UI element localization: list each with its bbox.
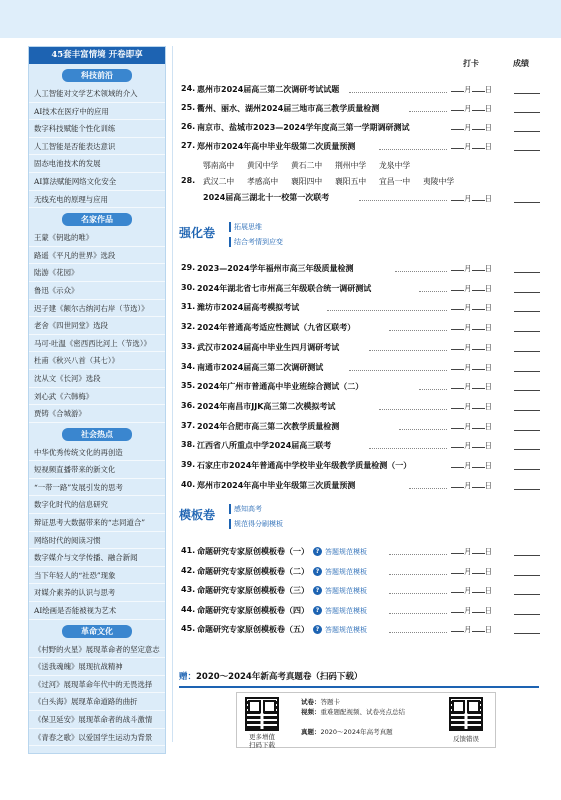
leader-dots bbox=[369, 350, 447, 351]
sidebar-item: AI绘画是否能被视为艺术 bbox=[29, 602, 165, 620]
paper-row bbox=[179, 319, 541, 337]
leader-dots bbox=[389, 593, 447, 594]
score-field[interactable] bbox=[514, 150, 540, 151]
qr-right-label: 反馈错误 bbox=[453, 735, 479, 743]
leader-dots bbox=[369, 448, 447, 449]
section-subtitle: 拓展思维 bbox=[229, 222, 265, 232]
qr-left-label-text: 更多增值 扫码下载 bbox=[249, 733, 275, 749]
sidebar-section-list bbox=[29, 444, 165, 620]
score-field[interactable] bbox=[514, 93, 540, 94]
checkin-date-field[interactable]: 月 日 bbox=[451, 322, 492, 333]
checkin-date-field[interactable]: 月 日 bbox=[451, 460, 492, 471]
resource-line-paper: 试卷：答题卡 bbox=[301, 698, 340, 706]
paper-row bbox=[179, 477, 541, 495]
paper-title: 江西省八所重点中学2024届高三联考 bbox=[197, 441, 332, 450]
leader-dots bbox=[379, 149, 447, 150]
answer-template-tag: 答题规范模板 bbox=[325, 626, 367, 634]
leader-dots bbox=[399, 429, 447, 430]
sidebar-item: 《送我魂魄》展现抗战精神 bbox=[29, 658, 165, 676]
section-title: 模板卷 bbox=[179, 508, 216, 522]
paper-row bbox=[179, 543, 541, 561]
score-field[interactable] bbox=[514, 575, 540, 576]
paper-number: 26. bbox=[181, 122, 196, 131]
gift-text: 2020～2024年新高考真题卷（扫码下载） bbox=[196, 672, 363, 682]
checkin-date-field[interactable]: 月 日 bbox=[451, 263, 492, 274]
score-field[interactable] bbox=[514, 594, 540, 595]
sidebar-item: 中华优秀传统文化的再创造 bbox=[29, 444, 165, 462]
school-row-2 bbox=[203, 176, 467, 187]
score-field[interactable] bbox=[514, 390, 540, 391]
sidebar-item: 数字化时代的信息研究 bbox=[29, 496, 165, 514]
qr-code-download[interactable] bbox=[245, 697, 279, 731]
leader-dots bbox=[395, 271, 447, 272]
paper-row bbox=[179, 437, 541, 455]
answer-template-icon: ? bbox=[313, 567, 322, 576]
section-qianghua bbox=[179, 218, 329, 252]
sidebar-section-heading: 科技前沿 bbox=[62, 69, 132, 82]
paper-row bbox=[179, 359, 541, 377]
checkin-date-field[interactable]: 月 日 bbox=[451, 566, 492, 577]
sidebar-item: 网络时代的阅读习惯 bbox=[29, 532, 165, 550]
school-name: 夷陵中学 bbox=[423, 177, 455, 186]
paper-title: 2024年湖北省七市州高三年级联合统一调研测试 bbox=[197, 284, 372, 293]
checkin-date-field[interactable]: 月 日 bbox=[451, 585, 492, 596]
paper-number: 42. bbox=[181, 566, 196, 575]
paper-number: 28. bbox=[181, 176, 196, 185]
school-name: 武汉二中 bbox=[203, 177, 235, 186]
sidebar-item: 人工智能是否能表达意识 bbox=[29, 138, 165, 156]
sidebar-item: 对媒介素养的认识与思考 bbox=[29, 584, 165, 602]
checkin-date-field[interactable]: 月 日 bbox=[451, 103, 492, 114]
leader-dots bbox=[419, 389, 447, 390]
paper-row bbox=[179, 138, 541, 156]
leader-dots bbox=[389, 613, 447, 614]
checkin-date-field[interactable]: 月 日 bbox=[451, 546, 492, 557]
paper-number: 36. bbox=[181, 401, 196, 410]
school-row-1 bbox=[203, 160, 423, 171]
paper-row bbox=[179, 621, 541, 639]
sidebar-item: 老舍《四世同堂》选段 bbox=[29, 317, 165, 335]
sidebar-item: 路遥《平凡的世界》选段 bbox=[29, 247, 165, 265]
school-name: 黄石二中 bbox=[291, 161, 323, 170]
checkin-date-field[interactable]: 月 日 bbox=[451, 440, 492, 451]
sidebar-item: 马可·吐温《密西西比河上（节选）》 bbox=[29, 335, 165, 353]
answer-template-tag: 答题规范模板 bbox=[325, 568, 367, 576]
score-field[interactable] bbox=[514, 272, 540, 273]
paper-number: 39. bbox=[181, 460, 196, 469]
paper-title: 2024年南昌市JJK高三第二次模拟考试 bbox=[197, 402, 336, 411]
score-field[interactable] bbox=[514, 131, 540, 132]
paper-title: 2024年广州市普通高中毕业班综合测试（二） bbox=[197, 382, 364, 391]
school-name: 鄂南高中 bbox=[203, 161, 235, 170]
sidebar-item: 贾铸《合城游》 bbox=[29, 405, 165, 423]
paper-number: 27. bbox=[181, 141, 196, 150]
checkin-date-field[interactable]: 月 日 bbox=[451, 605, 492, 616]
sidebar-item: 短视频直播带来的新文化 bbox=[29, 461, 165, 479]
sidebar-item: 杜甫《秋兴八首（其七）》 bbox=[29, 352, 165, 370]
leader-dots bbox=[409, 111, 447, 112]
leader-dots bbox=[419, 291, 447, 292]
leader-dots bbox=[389, 330, 447, 331]
paper-number: 34. bbox=[181, 362, 196, 371]
qr-code-feedback[interactable] bbox=[449, 697, 483, 731]
paper-row bbox=[179, 563, 541, 581]
paper-number: 32. bbox=[181, 322, 196, 331]
sidebar-section-heading: 社会热点 bbox=[62, 428, 132, 441]
score-field[interactable] bbox=[514, 112, 540, 113]
paper-number: 29. bbox=[181, 263, 196, 272]
paper-number: 35. bbox=[181, 381, 196, 390]
paper-title: 惠州市2024届高三第二次调研考试试题 bbox=[197, 85, 340, 94]
sidebar-item: “一带一路”发展引发的思考 bbox=[29, 479, 165, 497]
sidebar-item: 数字科技赋能个性化训练 bbox=[29, 120, 165, 138]
paper-title: 命题研究专家原创模板卷（二） ? 答题规范模板 bbox=[197, 567, 367, 576]
checkin-date-field[interactable]: 月 日 bbox=[451, 84, 492, 95]
paper-title: 命题研究专家原创模板卷（三） ? 答题规范模板 bbox=[197, 586, 367, 595]
checkin-date-field[interactable]: 月 日 bbox=[451, 381, 492, 392]
paper-title: 南京市、盐城市2023—2024学年度高三第一学期调研测试 bbox=[197, 123, 410, 132]
paper-row bbox=[179, 339, 541, 357]
school-name: 宜昌一中 bbox=[379, 177, 411, 186]
score-field[interactable] bbox=[514, 489, 540, 490]
sidebar-item: 沈从文《长河》选段 bbox=[29, 370, 165, 388]
sidebar-banner: 45套丰富情境 开卷即享 bbox=[29, 47, 165, 64]
paper-title: 武汉市2024届高中毕业生四月调研考试 bbox=[197, 343, 340, 352]
sidebar-item: 鲁迅《示众》 bbox=[29, 282, 165, 300]
checkin-date-field[interactable]: 月 日 bbox=[451, 302, 492, 313]
checkin-date-field[interactable]: 月 日 bbox=[451, 122, 492, 133]
section-title: 强化卷 bbox=[179, 226, 216, 240]
paper-title: 2024年普通高考适应性测试（九省区联考） bbox=[197, 323, 356, 332]
paper-row bbox=[179, 457, 541, 475]
checkin-date-field[interactable]: 月 日 bbox=[451, 421, 492, 432]
score-field[interactable] bbox=[514, 469, 540, 470]
paper-number: 44. bbox=[181, 605, 196, 614]
paper-title: 命题研究专家原创模板卷（五） ? 答题规范模板 bbox=[197, 625, 367, 634]
paper-row bbox=[179, 582, 541, 600]
leader-dots bbox=[389, 554, 447, 555]
paper-number: 40. bbox=[181, 480, 196, 489]
paper-list-panel bbox=[172, 46, 544, 742]
sidebar bbox=[28, 46, 166, 754]
leader-dots bbox=[349, 92, 447, 93]
score-field[interactable] bbox=[514, 633, 540, 634]
resource-box bbox=[236, 692, 496, 748]
paper-number: 25. bbox=[181, 103, 196, 112]
sidebar-item: 迟子建《额尔古纳河右岸（节选）》 bbox=[29, 300, 165, 318]
sidebar-item: 王蒙《钥匙的唯》 bbox=[29, 229, 165, 247]
sidebar-item: 《过河》展现革命年代中的无畏选择 bbox=[29, 676, 165, 694]
leader-dots bbox=[389, 574, 447, 575]
paper-title: 潍坊市2024届高考模拟考试 bbox=[197, 303, 300, 312]
leader-dots bbox=[327, 310, 447, 311]
checkin-date-field[interactable]: 月 日 bbox=[451, 480, 492, 491]
checkin-date-field[interactable]: 月 日 bbox=[451, 141, 492, 152]
paper-number: 31. bbox=[181, 302, 196, 311]
answer-template-icon: ? bbox=[313, 586, 322, 595]
paper-number: 38. bbox=[181, 440, 196, 449]
section-subtitle: 感知高考 bbox=[229, 504, 265, 514]
score-header: 成绩 bbox=[513, 59, 529, 68]
checkin-date-field[interactable]: 月 日 bbox=[451, 624, 492, 635]
paper-row-28 bbox=[179, 158, 541, 208]
score-field[interactable] bbox=[514, 202, 540, 203]
paper-number: 24. bbox=[181, 84, 196, 93]
paper-title: 2023—2024学年福州市高三年级质量检测 bbox=[197, 264, 354, 273]
paper-row bbox=[179, 100, 541, 118]
score-field[interactable] bbox=[514, 351, 540, 352]
checkin-date-field[interactable]: 月 日 bbox=[451, 401, 492, 412]
paper-row bbox=[179, 299, 541, 317]
resource-line-real: 真题：2020～2024年高考真题 bbox=[301, 728, 393, 736]
paper-row bbox=[179, 378, 541, 396]
score-field[interactable] bbox=[514, 331, 540, 332]
sidebar-section-list bbox=[29, 641, 165, 747]
paper-title: 命题研究专家原创模板卷（一） ? 答题规范模板 bbox=[197, 547, 367, 556]
sidebar-item: 刘心武《六韩梅》 bbox=[29, 388, 165, 406]
paper-title: 郑州市2024年高中毕业年级第三次质量预测 bbox=[197, 481, 356, 490]
paper-row bbox=[179, 260, 541, 278]
paper-number: 45. bbox=[181, 624, 196, 633]
paper-title: 郑州市2024年高中毕业年级第二次质量预测 bbox=[197, 142, 356, 151]
sidebar-section-heading: 名家作品 bbox=[62, 213, 132, 226]
answer-template-icon: ? bbox=[313, 547, 322, 556]
paper-row bbox=[179, 119, 541, 137]
sidebar-section-list bbox=[29, 85, 165, 208]
sidebar-sections bbox=[29, 69, 165, 746]
paper-row bbox=[179, 280, 541, 298]
sidebar-item: 辩证思考大数据带来的“志同道合” bbox=[29, 514, 165, 532]
checkin-date-field[interactable]: 月 日 bbox=[451, 283, 492, 294]
school-name: 襄阳四中 bbox=[291, 177, 323, 186]
score-field[interactable] bbox=[514, 449, 540, 450]
paper-title: 南通市2024届高三第二次调研测试 bbox=[197, 363, 324, 372]
sidebar-item: 《青春之歌》以爱国学生运动为背景 bbox=[29, 729, 165, 747]
top-stripe bbox=[0, 0, 561, 38]
leader-dots bbox=[389, 632, 447, 633]
school-name: 荆州中学 bbox=[335, 161, 367, 170]
school-name: 龙泉中学 bbox=[379, 161, 411, 170]
sidebar-item: 无线充电的原理与应用 bbox=[29, 191, 165, 209]
answer-template-tag: 答题规范模板 bbox=[325, 607, 367, 615]
paper-number: 30. bbox=[181, 283, 196, 292]
leader-dots bbox=[349, 370, 447, 371]
leader-dots bbox=[379, 409, 447, 410]
gift-note bbox=[179, 670, 362, 682]
leader-dots bbox=[409, 488, 447, 489]
sidebar-item: 《白头海》展现革命道路的曲折 bbox=[29, 693, 165, 711]
sidebar-item: AI技术在医疗中的应用 bbox=[29, 103, 165, 121]
checkin-date-field[interactable]: 月 日 bbox=[451, 362, 492, 373]
gift-label: 赠： bbox=[179, 672, 197, 682]
resource-line-video: 视频：重难题配视频、试卷亮点总结 bbox=[301, 708, 405, 716]
paper-title: 命题研究专家原创模板卷（四） ? 答题规范模板 bbox=[197, 606, 367, 615]
paper-title: 2024届高三湖北十一校第一次联考 bbox=[203, 193, 330, 202]
section-moban bbox=[179, 500, 329, 534]
checkin-header: 打卡 bbox=[463, 59, 479, 68]
paper-title: 2024年合肥市高三第二次教学质量检测 bbox=[197, 422, 340, 431]
paper-title: 衢州、丽水、湖州2024届三地市高三教学质量检测 bbox=[197, 104, 380, 113]
answer-template-icon: ? bbox=[313, 625, 322, 634]
score-field[interactable] bbox=[514, 292, 540, 293]
sidebar-item: 人工智能对文学艺术领域的介入 bbox=[29, 85, 165, 103]
school-name: 襄阳五中 bbox=[335, 177, 367, 186]
sidebar-item: 《村野的火星》展现革命者的坚定意志 bbox=[29, 641, 165, 659]
score-field[interactable] bbox=[514, 614, 540, 615]
paper28-fields bbox=[179, 190, 541, 208]
school-name: 黄冈中学 bbox=[247, 161, 279, 170]
paper-row bbox=[179, 398, 541, 416]
paper-row bbox=[179, 418, 541, 436]
sidebar-item: 当下年轻人的“社恐”现象 bbox=[29, 567, 165, 585]
paper-number: 37. bbox=[181, 421, 196, 430]
sidebar-item: 陆游《花园》 bbox=[29, 264, 165, 282]
sidebar-section-list bbox=[29, 229, 165, 423]
answer-template-tag: 答题规范模板 bbox=[325, 587, 367, 595]
answer-template-tag: 答题规范模板 bbox=[325, 548, 367, 556]
answer-template-icon: ? bbox=[313, 606, 322, 615]
paper-row bbox=[179, 81, 541, 99]
qr-left-label bbox=[237, 733, 287, 749]
paper-number: 41. bbox=[181, 546, 196, 555]
paper-number: 33. bbox=[181, 342, 196, 351]
sidebar-section-heading: 革命文化 bbox=[62, 625, 132, 638]
checkin-date-field[interactable]: 月 日 bbox=[451, 193, 492, 204]
sidebar-item: AI算法赋能网络文化安全 bbox=[29, 173, 165, 191]
checkin-date-field[interactable]: 月 日 bbox=[451, 342, 492, 353]
score-field[interactable] bbox=[514, 410, 540, 411]
sidebar-item: 《保卫延安》展现革命者的战斗激情 bbox=[29, 711, 165, 729]
paper-row bbox=[179, 602, 541, 620]
school-name: 孝感高中 bbox=[247, 177, 279, 186]
sidebar-item: 固态电池技术的发展 bbox=[29, 155, 165, 173]
section-subtitle: 结合考情到应变 bbox=[229, 237, 286, 247]
paper-number: 43. bbox=[181, 585, 196, 594]
sidebar-item: 数字媒介与文学传播、融合新闻 bbox=[29, 549, 165, 567]
gift-underline bbox=[179, 686, 539, 688]
paper-title: 石家庄市2024年普通高中学校毕业年级教学质量检测（一） bbox=[197, 461, 412, 470]
score-field[interactable] bbox=[514, 311, 540, 312]
score-field[interactable] bbox=[514, 555, 540, 556]
score-field[interactable] bbox=[514, 371, 540, 372]
resource-info bbox=[301, 697, 409, 737]
section-subtitle: 规范得分刷模板 bbox=[229, 519, 286, 529]
score-field[interactable] bbox=[514, 430, 540, 431]
